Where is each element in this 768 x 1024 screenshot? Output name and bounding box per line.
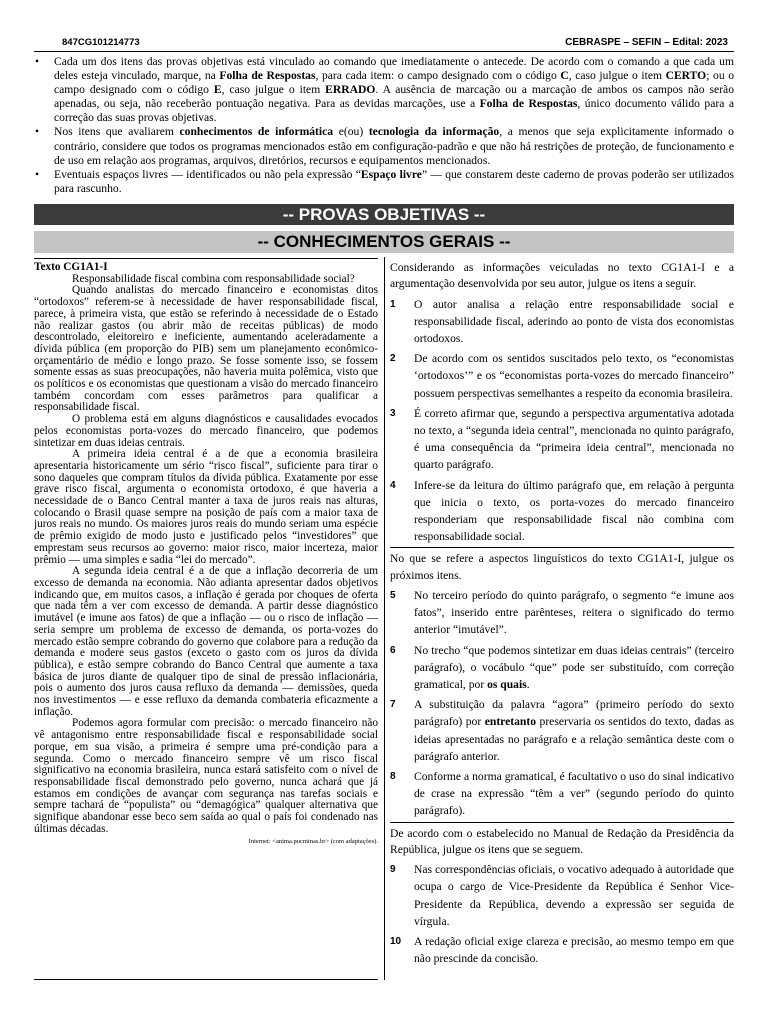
booklet-code: 847CG101214773 — [62, 37, 140, 48]
question-text: O autor analisa a relação entre responsabilidade social e responsabilidade fiscal, aderindo ao ponto de vista dos economistas ortodoxos. — [414, 297, 734, 345]
question-number: 2 — [390, 353, 396, 365]
bold-term: conhecimentos de informática — [179, 125, 334, 139]
question-text: No trecho “que podemos sintetizar em duas ideias centrais” (terceiro parágrafo), o vocábulo “que” pode ser substituído, com correção gramatical, por os quais. — [414, 643, 734, 692]
question-number: 8 — [390, 771, 396, 783]
question-number: 1 — [390, 298, 396, 310]
question-item — [390, 642, 734, 694]
question-text: No terceiro período do quinto parágrafo, o segmento “e imune aos fatos”, inserido entre parênteses, reitera o significado do termo anterior “imutável”. — [414, 589, 734, 637]
bold-term: tecnologia da informação — [368, 125, 500, 139]
question-block-intro: De acordo com o estabelecido no Manual de Redação da Presidência da República, julgue os itens que se seguem. — [390, 826, 734, 856]
question-item — [390, 861, 734, 930]
question-number: 5 — [390, 590, 396, 602]
question-text: De acordo com os sentidos suscitados pelo texto, os “economistas ‘ortodoxos’” e os “economistas porta-vozes do mercado financeiro” possuem perspectivas semelhantes a respeito da economia brasileira. — [414, 352, 734, 400]
text-paragraph: Podemos agora formular com precisão: o mercado financeiro não vê antagonismo entre responsabilidade fiscal e responsabilidade social porque, em sua visão, a primeira é sempre uma pré-condição para a segunda. Como o mercado financeiro sempre vê um risco fiscal significativo na economia brasileira, nunca estará satisfeito com o nível de responsabilidade fiscal demonstrado pelo governo, nunca achará que já estamos em condições de avançar com segurança nas tarefas sociais e sempre tachará de “populista” ou “demagógica” qualquer alternativa que signifique abandonar esse beco sem saída ao qual o país foi condenado nas últimas décadas. — [34, 717, 378, 835]
instructions-list — [34, 55, 734, 196]
question-item — [390, 350, 734, 402]
question-block — [390, 257, 734, 545]
question-block — [390, 822, 734, 968]
page-header — [34, 34, 734, 52]
exam-title: CEBRASPE – SEFIN – Edital: 2023 — [565, 37, 728, 48]
question-text: Infere-se da leitura do último parágrafo que, em relação à pergunta que inicia o texto, os porta-vozes do mercado financeiro responderiam que responsabilidade fiscal não combina com responsabilidade social. — [414, 478, 734, 544]
question-number: 4 — [390, 479, 396, 491]
question-number: 7 — [390, 699, 396, 711]
question-item — [390, 296, 734, 348]
question-item — [390, 587, 734, 639]
instruction-item: • Nos itens que avaliarem conhecimentos de informática e(ou) tecnologia da informação, a menos que seja explicitamente informado o contrário, considere que todos os programas mencionados estão em configuração-padrão e que não há restrições de proteção, de funcionamento e de uso em relação aos programas, arquivos, diretórios, recursos e equipamentos mencionados. — [34, 125, 734, 167]
bold-term: E — [213, 83, 222, 97]
question-item — [390, 477, 734, 546]
section-banner-conhecimentos: -- CONHECIMENTOS GERAIS -- — [34, 231, 734, 253]
text-body — [34, 274, 378, 836]
question-block-intro: No que se refere a aspectos linguísticos do texto CG1A1-I, julgue os próximos itens. — [390, 552, 734, 582]
question-text: A substituição da palavra “agora” (primeiro período do sexto parágrafo) por entretanto preservaria os sentidos do texto, dadas as ideias apresentadas no parágrafo e a relação semântica deste com o parágrafo anterior. — [414, 698, 734, 763]
column-divider — [384, 257, 385, 980]
instruction-item: • Cada um dos itens das provas objetivas está vinculado ao comando que imediatamente o antecede. De acordo com o comando a que cada um deles esteja vinculado, marque, na Folha de Respostas, para cada item: o campo designado com o código C, caso julgue o item CERTO; ou o campo designado com o código E, caso julgue o item ERRADO. A ausência de marcação ou a marcação de ambos os campos não serão apenadas, ou seja, não receberão pontuação negativa. Para as devidas marcações, use a Folha de Respostas, único documento válido para a correção das suas provas objetivas. — [34, 55, 734, 125]
question-text: Nas correspondências oficiais, o vocativo adequado à autoridade que ocupa o cargo de Vice-Presidente da República é Senhor Vice-Presidente da República, devendo a expressão ser seguida de vírgula. — [414, 863, 734, 928]
reading-text — [34, 258, 378, 980]
bold-term: Espaço livre — [360, 167, 422, 181]
question-text: É correto afirmar que, segundo a perspectiva argumentativa adotada no texto, a “segunda ideia central”, mencionada no quinto parágrafo, é uma consequência da “primeira ideia central”, mencionada no quarto parágrafo. — [414, 406, 734, 472]
bold-term: os quais — [487, 678, 527, 692]
text-title: Texto CG1A1-I — [34, 261, 108, 273]
question-number: 10 — [390, 936, 402, 948]
text-paragraph: A segunda ideia central é a de que a inflação decorreria de um excesso de demanda na economia. Não adianta apresentar dados objetivos indicando que, em muitos casos, a inflação é gerada por choques de oferta que nada têm a ver com excesso de demanda. A partir desse diagnóstico imutável (e imune aos fatos) de que a inflação — ou o risco de inflação — seria sempre um problema de excesso de demanda, os porta-vozes do mercado estão sempre cobrando do governo que colabore para a redução da demanda e modere seus gastos (exceto o gasto com os juros da dívida pública), e estão sempre cobrando do Banco Central que aumente a taxa básica de juros diante de qualquer tipo de sinal de pressão inflacionária, pois o aumento dos juros causa refluxo da demanda — demissões, queda nos investimentos — e esse refluxo da demanda combateria eficazmente a inflação. — [34, 565, 378, 718]
text-paragraph: O problema está em alguns diagnósticos e causalidades evocados pelos economistas porta-vozes do mercado financeiro, que podemos sintetizar em duas ideias centrais. — [34, 413, 378, 449]
section-banner-provas: -- PROVAS OBJETIVAS -- — [34, 204, 734, 225]
text-paragraph: A primeira ideia central é a de que a economia brasileira apresentaria historicamente um sério “risco fiscal”, suficiente para tirar o sono daqueles que compram títulos da dívida pública. Exatamente por esse grave risco fiscal, argumenta o economista ortodoxo, é que haveria a necessidade de o Banco Central manter a taxa de juros reais nas alturas, colocando o Brasil quase sempre na posição de país com a maior taxa de juros reais no mundo. Os maiores juros reais do mundo seriam uma espécie de prêmio exigido de modo justo e justificado pelos “investidores” que emprestam seus recursos ao governo: maior risco, maior incerteza, maior prêmio — uma simples e sadia “lei do mercado”. — [34, 448, 378, 566]
question-text: A redação oficial exige clareza e precisão, ao mesmo tempo em que não prescinde da concisão. — [414, 935, 734, 966]
bold-term: CERTO — [665, 69, 707, 83]
question-text: Conforme a norma gramatical, é facultativo o uso do sinal indicativo de crase na expressão “têm a ver” (segundo período do quinto parágrafo). — [414, 770, 734, 818]
question-item — [390, 696, 734, 765]
bold-term: Folha de Respostas — [479, 97, 578, 111]
bold-term: entretanto — [484, 715, 537, 729]
question-block — [390, 547, 734, 819]
instruction-item: • Eventuais espaços livres — identificados ou não pela expressão “Espaço livre” — que constarem deste caderno de provas poderão ser utilizados para rascunho. — [34, 168, 734, 196]
question-number: 3 — [390, 407, 396, 419]
question-block-intro: Considerando as informações veiculadas no texto CG1A1-I e a argumentação desenvolvida por seu autor, julgue os itens a seguir. — [390, 261, 734, 291]
text-paragraph: Responsabilidade fiscal combina com responsabilidade social? — [72, 272, 355, 285]
question-number: 6 — [390, 644, 396, 656]
question-item — [390, 405, 734, 474]
bold-term: ERRADO — [325, 83, 376, 97]
question-item — [390, 768, 734, 820]
bold-term: Folha de Respostas — [219, 69, 316, 83]
questions-column — [390, 257, 734, 980]
question-number: 9 — [390, 864, 396, 876]
text-paragraph: Quando analistas do mercado financeiro e economistas ditos “ortodoxos” referem-se à necessidade de haver responsabilidade fiscal, parece, à primeira vista, que estão se referindo à necessidade de o Estado não realizar gastos (ou abrir mão de receitas públicas) de modo descontrolado, eleitoreiro e ineficiente, aumentando aceleradamente a dívida pública (em proporção do PIB) sem um planejamento econômico-orçamentário de médio e longo prazo. Se fosse somente isso, se fossem somente essas as suas preocupações, não haveria muita polêmica, visto que os políticos e os economistas que questionam a visão do mercado financeiro também concordam com esses parâmetros para qualificar a responsabilidade fiscal. — [34, 284, 378, 414]
question-item — [390, 933, 734, 967]
bold-term: C — [560, 69, 569, 83]
text-source: Internet: <anima.pucminas.br> (com adaptações). — [248, 838, 378, 846]
